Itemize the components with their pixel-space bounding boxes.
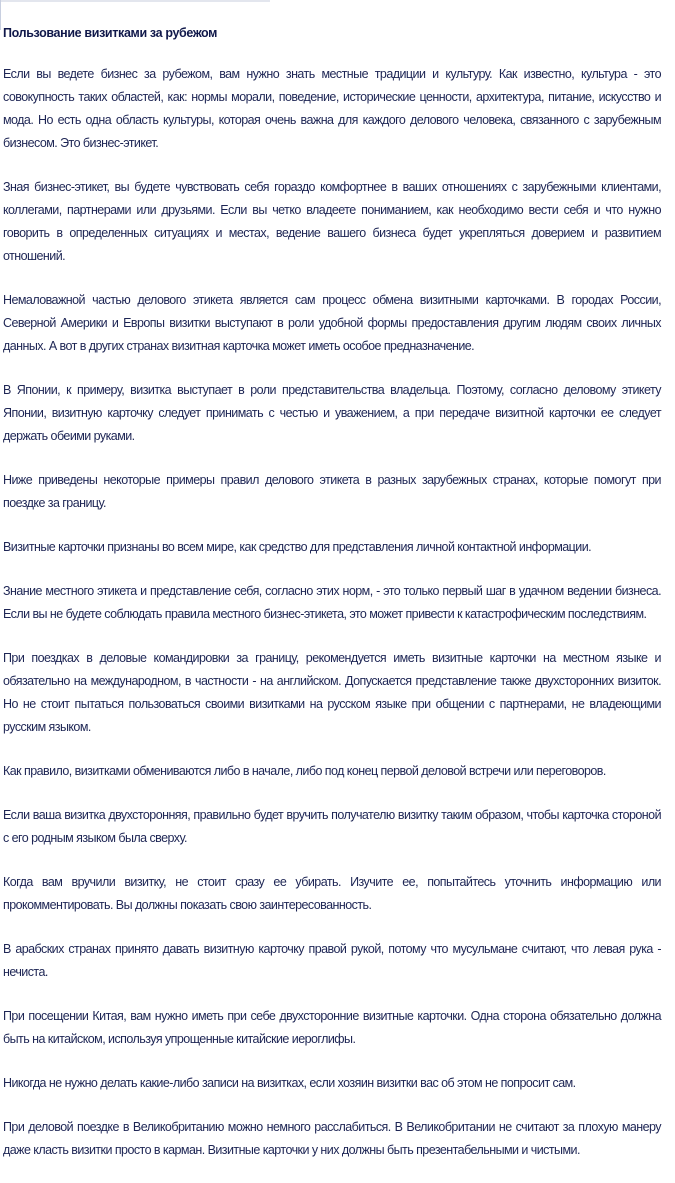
paragraph: Когда вам вручили визитку, не стоит сразу ее убирать. Изучите ее, попытайтесь уточнить информацию или прокомментировать. Вы должны показать свою заинтересованность. bbox=[3, 875, 661, 912]
top-divider bbox=[0, 0, 270, 2]
paragraph: В арабских странах принято давать визитную карточку правой рукой, потому что мусульмане считают, что левая рука - нечиста. bbox=[3, 942, 661, 979]
paragraph: При посещении Китая, вам нужно иметь при себе двухсторонние визитные карточки. Одна сторона обязательно должна быть на китайском, используя упрощенные китайские иероглифы. bbox=[3, 1009, 661, 1046]
paragraph: В Японии, к примеру, визитка выступает в роли представительства владельца. Поэтому, согласно деловому этикету Японии, визитную карточку следует принимать с честью и уважением, а при передаче визитной карточки ее следует держать обеими руками. bbox=[3, 383, 661, 443]
paragraph: Если ваша визитка двухсторонняя, правильно будет вручить получателю визитку таким образом, чтобы карточка стороной с его родным языком была сверху. bbox=[3, 808, 661, 845]
left-divider bbox=[0, 0, 1, 30]
paragraph: Ниже приведены некоторые примеры правил делового этикета в разных зарубежных странах, которые помогут при поездке за границу. bbox=[3, 473, 661, 510]
paragraph: Никогда не нужно делать какие-либо записи на визитках, если хозяин визитки вас об этом не попросит сам. bbox=[3, 1076, 576, 1090]
paragraph: При деловой поездке в Великобританию можно немного расслабиться. В Великобритании не считают за плохую манеру даже класть визитки просто в карман. Визитные карточки у них должны быть презентабельными и чистыми. bbox=[3, 1120, 661, 1157]
paragraph: Знание местного этикета и представление себя, согласно этих норм, - это только первый шаг в удачном ведении бизнеса. Если вы не будете соблюдать правила местного бизнес-этикета, это может привести к катастрофическим последствиям. bbox=[3, 584, 661, 621]
paragraph: Визитные карточки признаны во всем мире, как средство для представления личной контактной информации. bbox=[3, 540, 592, 554]
paragraph: При поездках в деловые командировки за границу, рекомендуется иметь визитные карточки на местном языке и обязательно на международном, в частности - на английском. Допускается представление также двухсторонних визиток. Но не стоит пытаться пользоваться своими визитками на русском языке при общении с партнерами, не владеющими русским языком. bbox=[3, 651, 661, 734]
article-title: Пользование визитками за рубежом bbox=[3, 26, 218, 40]
paragraph: Если вы ведете бизнес за рубежом, вам нужно знать местные традиции и культуру. Как известно, культура - это совокупность таких областей, как: нормы морали, поведение, исторические ценности, архитектура, питание, искусство и мода. Но есть одна область культуры, которая очень важна для каждого делового человека, связанного с зарубежным бизнесом. Это бизнес-этикет. bbox=[3, 67, 661, 150]
article-body bbox=[3, 63, 661, 1183]
paragraph: Зная бизнес-этикет, вы будете чувствовать себя гораздо комфортнее в ваших отношениях с зарубежными клиентами, коллегами, партнерами или друзьями. Если вы четко владеете пониманием, как необходимо вести себя и что нужно говорить в определенных ситуациях и местах, ведение вашего бизнеса будет укрепляться доверием и развитием отношений. bbox=[3, 180, 661, 263]
paragraph: Немаловажной частью делового этикета является сам процесс обмена визитными карточками. В городах России, Северной Америки и Европы визитки выступают в роли удобной формы предоставления другим людям своих личных данных. А вот в других странах визитная карточка может иметь особое предназначение. bbox=[3, 293, 661, 353]
paragraph: Как правило, визитками обмениваются либо в начале, либо под конец первой деловой встречи или переговоров. bbox=[3, 764, 606, 778]
